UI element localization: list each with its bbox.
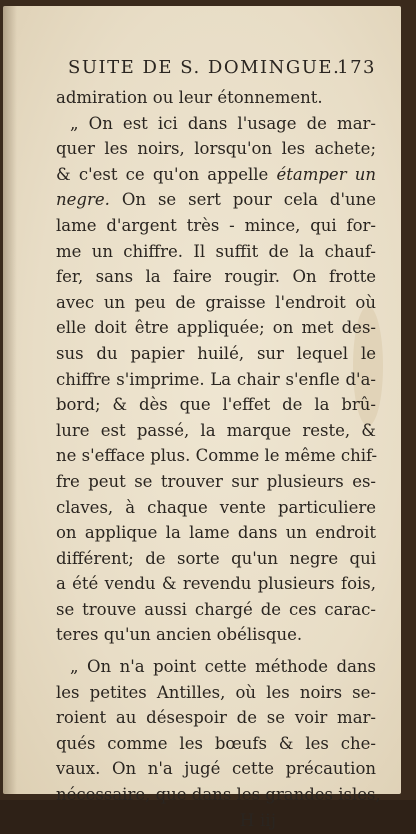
signature-mark: H iij bbox=[239, 810, 276, 831]
text-line: qués comme les bœufs & les che- bbox=[56, 733, 376, 753]
text-line: nécessaire, que dans les grandes isles, bbox=[56, 785, 381, 805]
text-line: chiffre s'imprime. La chair s'enfle d'a- bbox=[56, 369, 376, 389]
text-line: elle doit être appliquée; on met des- bbox=[56, 318, 376, 338]
text-line: bord; & dès que l'effet de la brû- bbox=[56, 395, 376, 415]
running-title: SUITE DE S. DOMINGUE. bbox=[68, 57, 341, 78]
text-line: a été vendu & revendu plusieurs fois, bbox=[56, 574, 376, 594]
text-segment: On se sert pour cela d'une bbox=[121, 190, 377, 210]
italic-term-end: negre. bbox=[56, 190, 110, 210]
text-line: admiration ou leur étonnement. bbox=[56, 88, 323, 107]
text-line: vaux. On n'a jugé cette précaution bbox=[56, 759, 376, 779]
text-line: roient au désespoir de se voir mar- bbox=[56, 708, 376, 728]
text-line: me un chiffre. Il suffit de la chauf- bbox=[56, 241, 376, 261]
text-line: „ On est ici dans l'usage de mar- bbox=[70, 113, 376, 133]
text-segment: & c'est ce qu'on appelle bbox=[56, 164, 269, 184]
text-line: quer les noirs, lorsqu'on les achete; bbox=[56, 139, 376, 159]
text-line bbox=[56, 162, 376, 188]
page-gutter-shadow bbox=[3, 6, 17, 794]
text-line: sus du papier huilé, sur lequel le bbox=[56, 343, 376, 363]
italic-term: étamper un bbox=[276, 164, 376, 184]
text-line: avec un peu de graisse l'endroit où bbox=[56, 292, 376, 312]
text-block bbox=[56, 55, 381, 834]
text-line: claves, à chaque vente particuliere bbox=[56, 497, 376, 517]
text-line: fre peut se trouver sur plusieurs es- bbox=[56, 471, 376, 491]
page-number: 173 bbox=[337, 57, 376, 78]
text-line: ne s'efface plus. Comme le même chif- bbox=[56, 446, 378, 466]
text-line: différent; de sorte qu'un negre qui bbox=[56, 548, 376, 568]
running-head bbox=[56, 55, 376, 85]
text-line: lame d'argent très - mince, qui for- bbox=[56, 215, 376, 235]
text-line: „ On n'a point cette méthode dans bbox=[70, 657, 376, 677]
text-line: on applique la lame dans un endroit bbox=[56, 523, 376, 543]
text-line: se trouve aussi chargé de ces carac- bbox=[56, 599, 376, 619]
text-line: fer, sans la faire rougir. On frotte bbox=[56, 267, 376, 287]
text-line: les petites Antilles, où les noirs se- bbox=[56, 682, 376, 702]
text-line: lure est passé, la marque reste, & bbox=[56, 420, 376, 440]
text-line: teres qu'un ancien obélisque. bbox=[56, 625, 303, 645]
text-line bbox=[56, 187, 376, 213]
